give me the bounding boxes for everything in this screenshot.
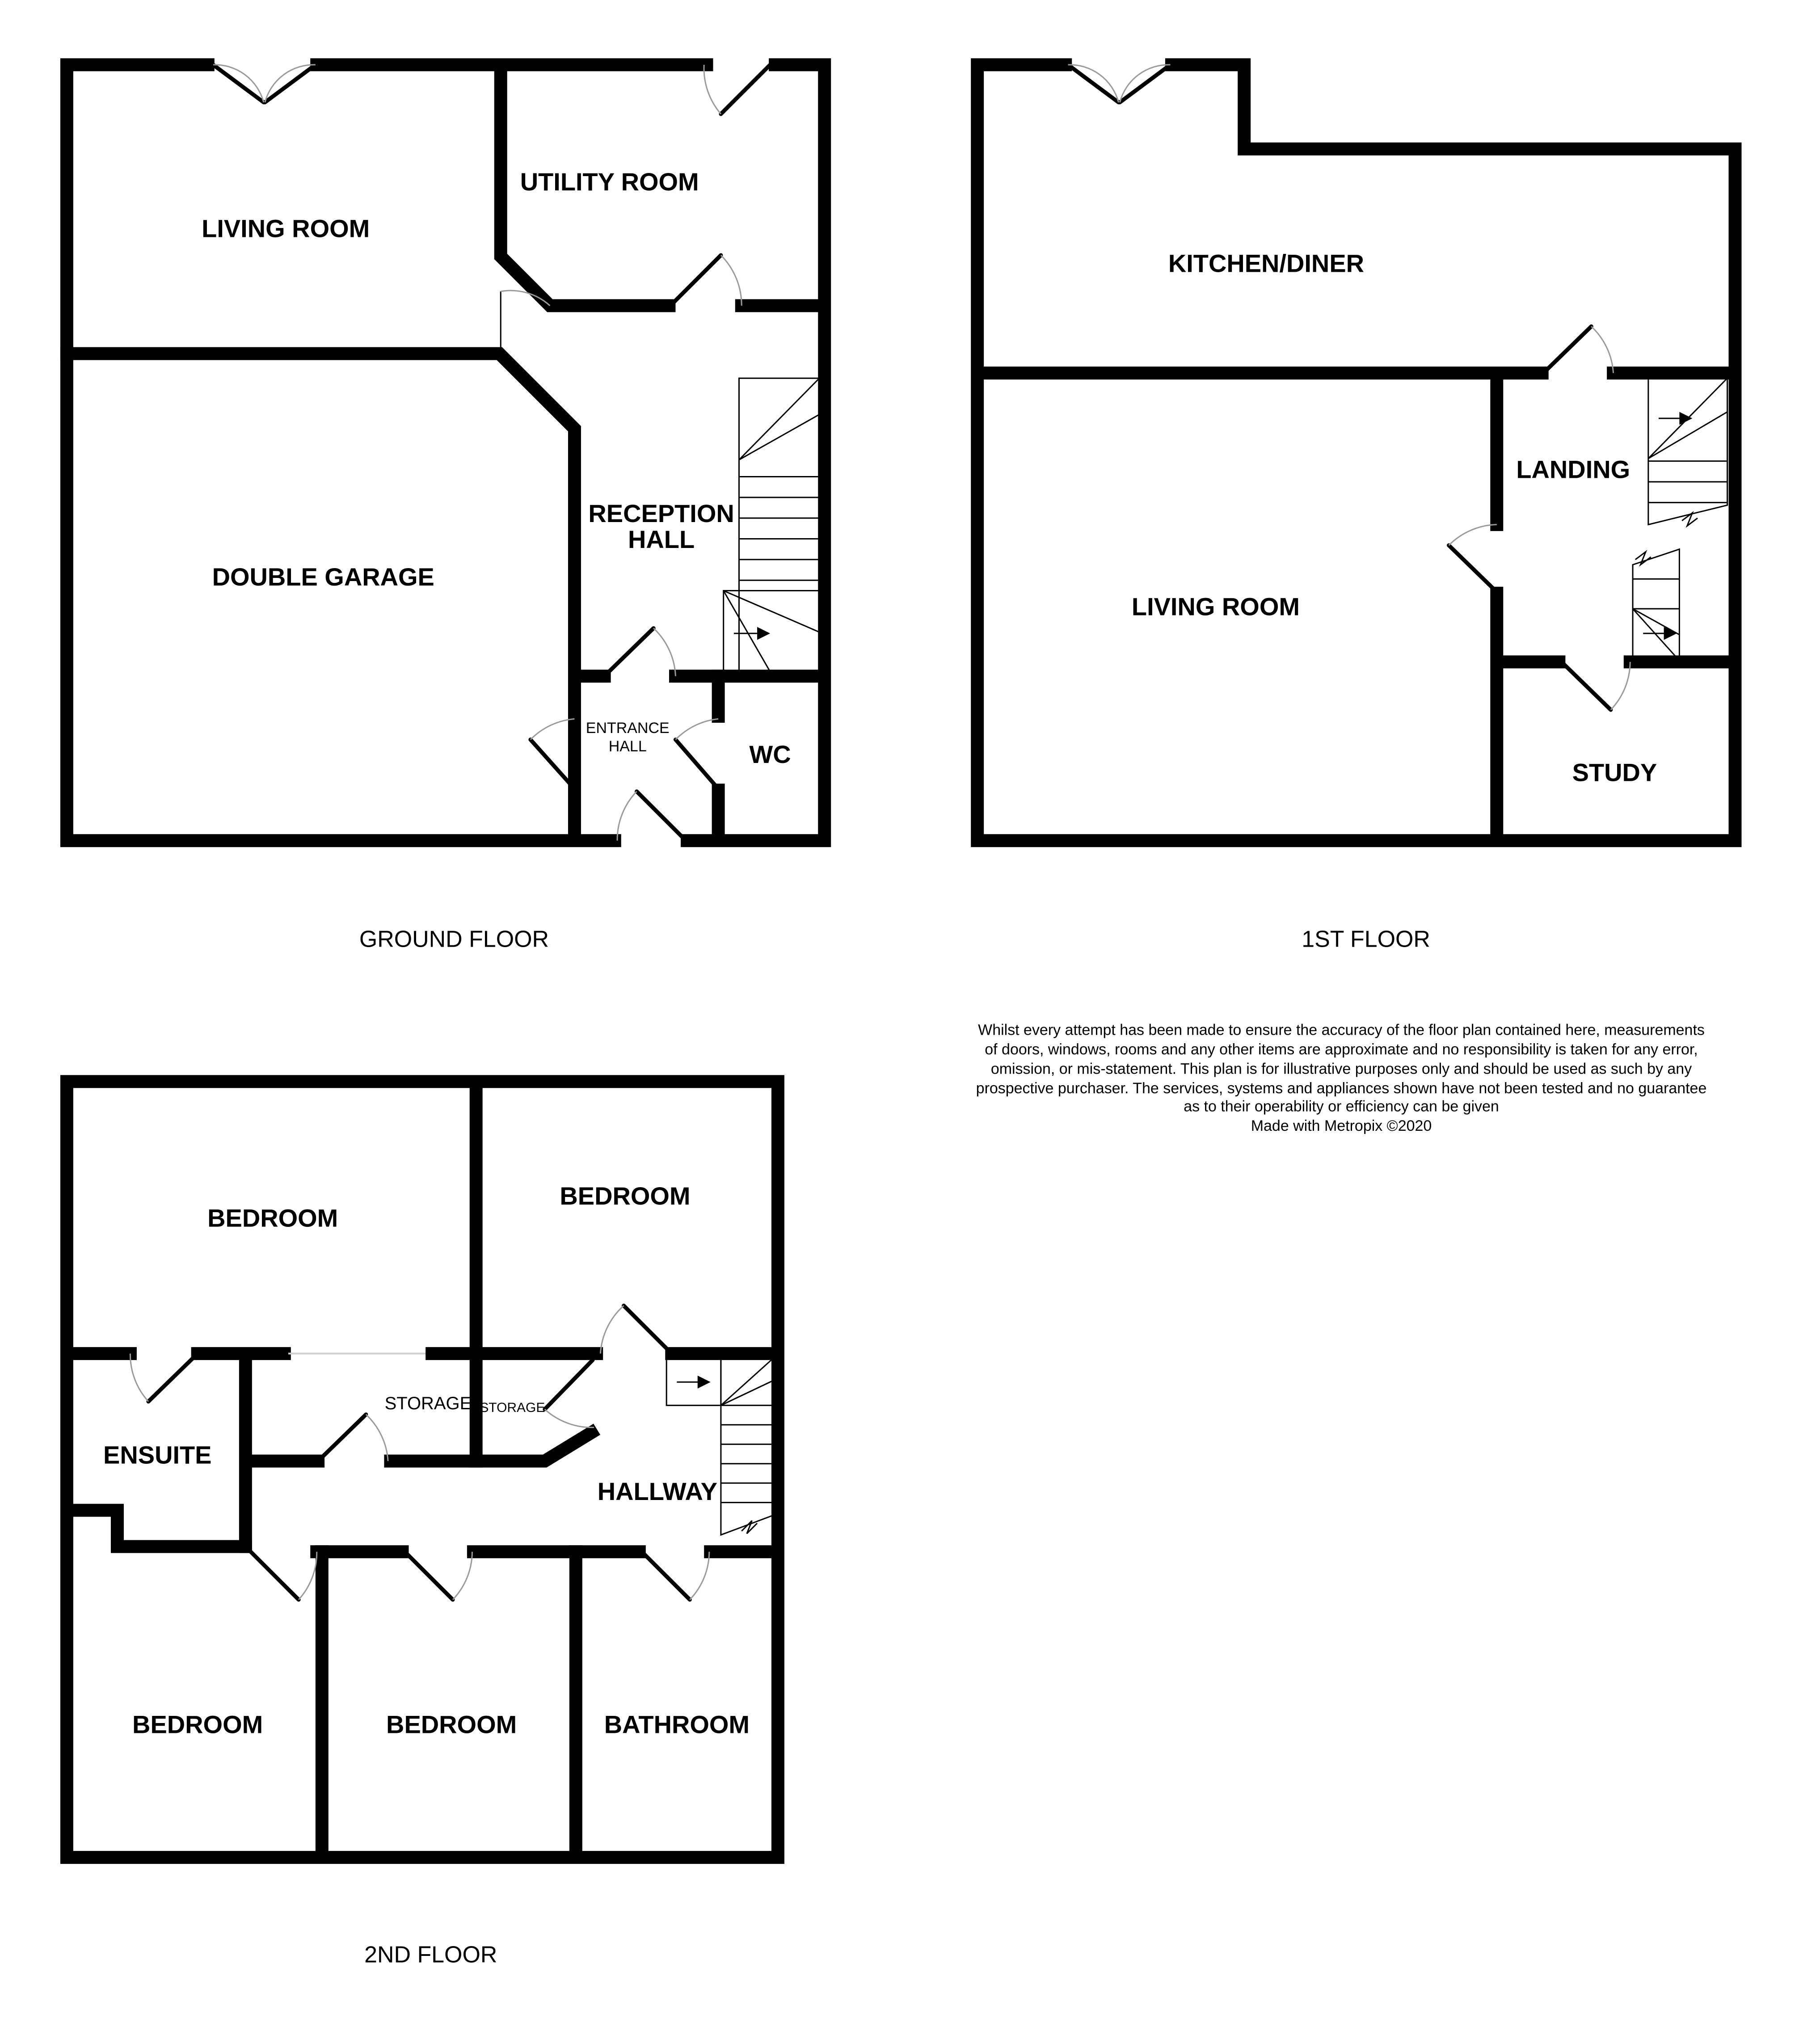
disclaimer bbox=[976, 1021, 1707, 1134]
room-label-landing: LANDING bbox=[1516, 455, 1630, 484]
second-floor-plan bbox=[67, 1082, 778, 1968]
disclaimer-line-5: as to their operability or efficiency can be given bbox=[1184, 1098, 1499, 1115]
room-label-bedroom-bottom-middle: BEDROOM bbox=[386, 1710, 517, 1739]
room-label-storage-small: STORAGE bbox=[480, 1400, 545, 1415]
disclaimer-line-1: Whilst every attempt has been made to ensure the accuracy of the floor plan contained here, measurements bbox=[978, 1021, 1705, 1039]
room-label-entrance-hall: HALL bbox=[608, 737, 647, 755]
room-label-bedroom-bottom-left: BEDROOM bbox=[132, 1710, 263, 1739]
disclaimer-line-2: of doors, windows, rooms and any other items are approximate and no responsibility is taken for any error, bbox=[985, 1041, 1698, 1058]
disclaimer-line-3: omission, or mis-statement. This plan is for illustrative purposes only and should be used as such by any bbox=[990, 1060, 1692, 1078]
stairs-second bbox=[666, 1359, 773, 1535]
first-floor-plan bbox=[977, 65, 1735, 952]
room-label-wc: WC bbox=[749, 740, 791, 768]
floor-label-first: 1ST FLOOR bbox=[1302, 926, 1430, 952]
disclaimer-line-4: prospective purchaser. The services, systems and appliances shown have not been tested and no guarantee bbox=[976, 1079, 1707, 1097]
room-label-bedroom-top-left: BEDROOM bbox=[207, 1204, 338, 1232]
room-label-study: STUDY bbox=[1572, 758, 1657, 787]
stairs-first bbox=[1633, 378, 1727, 661]
room-label-storage: STORAGE bbox=[384, 1393, 472, 1413]
room-label-double-garage: DOUBLE GARAGE bbox=[212, 562, 434, 591]
stairs-ground bbox=[724, 378, 819, 676]
ground-floor-plan bbox=[67, 65, 824, 952]
room-label-first-living-room: LIVING ROOM bbox=[1131, 592, 1300, 621]
floor-label-ground: GROUND FLOOR bbox=[359, 926, 549, 952]
room-label-bedroom-top-right: BEDROOM bbox=[560, 1182, 691, 1210]
room-label-entrance: ENTRANCE bbox=[586, 720, 670, 737]
floor-label-second: 2ND FLOOR bbox=[364, 1942, 497, 1968]
room-label-hallway: HALLWAY bbox=[597, 1477, 718, 1505]
room-label-reception-hall: HALL bbox=[628, 525, 695, 553]
room-label-reception: RECEPTION bbox=[588, 499, 734, 527]
room-label-living-room: LIVING ROOM bbox=[202, 214, 370, 243]
room-label-utility-room: UTILITY ROOM bbox=[520, 168, 699, 196]
room-label-ensuite: ENSUITE bbox=[103, 1441, 212, 1469]
room-label-bathroom: BATHROOM bbox=[604, 1710, 750, 1739]
room-label-kitchen-diner: KITCHEN/DINER bbox=[1168, 249, 1365, 278]
disclaimer-line-6: Made with Metropix ©2020 bbox=[1251, 1117, 1432, 1134]
